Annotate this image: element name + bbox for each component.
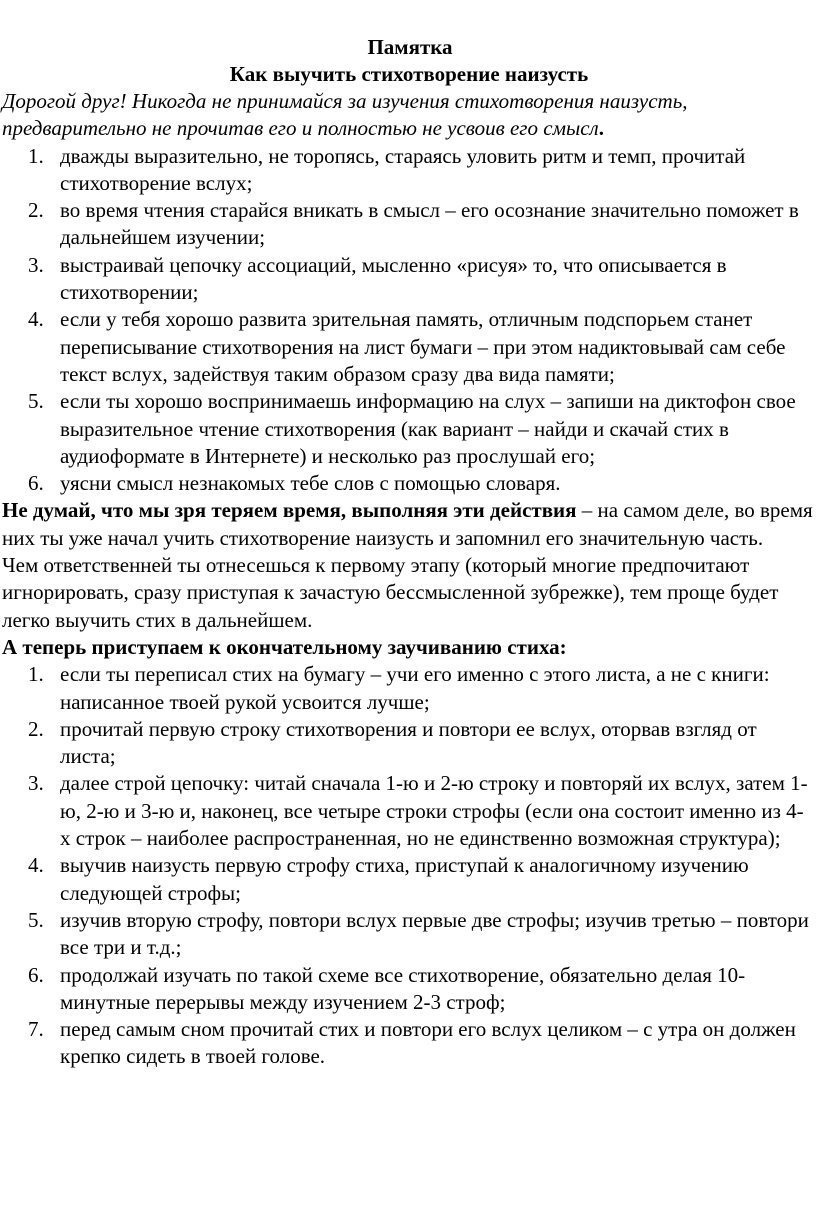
paragraph-rest: – на самом деле, во время них ты уже начал учить стихотворение наизусть и запомнил его значительную часть. (2, 498, 813, 550)
section-heading: А теперь приступаем к окончательному заучиванию стиха: (2, 634, 567, 659)
list-item-text: дважды выразительно, не торопясь, стараясь уловить ритм и темп, прочитай стихотворение вслух; (60, 143, 746, 195)
list-item-text: изучив вторую строфу, повтори вслух первые две строфы; изучив третью – повтори все три и т.д.; (60, 907, 809, 960)
list-item (2, 962, 816, 1017)
list-item (2, 143, 816, 198)
list-item (2, 852, 816, 907)
paragraph-responsibility: Чем ответственней ты отнесешься к первому этапу (который многие предпочитают игнорировать, сразу приступая к зачастую бессмысленной зубрежке), тем проще будет легко выучить стих в дальнейшем. (2, 553, 779, 632)
list-item-number: 3. (28, 252, 44, 277)
list-item (2, 388, 816, 470)
list-item-number: 2. (28, 716, 44, 741)
list-item-text: перед самым сном прочитай стих и повтори его вслух целиком – с утра он должен крепко сидеть в твоей голове. (60, 1017, 796, 1069)
list-item-text: во время чтения старайся вникать в смысл – его осознание значительно поможет в дальнейшем изучении; (60, 198, 799, 250)
list-item-number: 2. (28, 198, 44, 223)
list-item-number: 1. (28, 662, 44, 687)
document-subtitle: Как выучить стихотворение наизусть (229, 62, 589, 86)
list-item-text: выстраивай цепочку ассоциаций, мысленно «рисуя» то, что описывается в стихотворении; (60, 252, 727, 305)
list-item (2, 197, 816, 252)
list-item-text: если ты переписал стих на бумагу – учи его именно с этого листа, а не с книги: написанное твоей рукой усвоится лучше; (60, 662, 770, 714)
list-item-number: 5. (28, 389, 44, 414)
list-item (2, 1016, 816, 1071)
list-item (2, 907, 816, 962)
preparation-list (2, 143, 816, 498)
list-item-number: 5. (28, 907, 44, 932)
paragraph-bold-lead: Не думай, что мы зря теряем время, выполняя эти действия (2, 498, 577, 523)
memorization-list (2, 661, 816, 1070)
list-item-text: далее строй цепочку: читай сначала 1-ю и 2-ю строку и повторяй их вслух, затем 1-ю, 2-ю и 3-ю и, наконец, все четыре строки строфы (если она состоит именно из 4-х строк – наиболее распространенная, но не единственно возможная структура); (60, 771, 808, 851)
list-item-text: продолжай изучать по такой схеме все стихотворение, обязательно делая 10-минутные перерывы между изучением 2-3 строф; (60, 962, 746, 1014)
intro-paragraph (2, 88, 816, 143)
paragraph-dont-think (2, 497, 816, 552)
list-item-text: если ты хорошо воспринимаешь информацию на слух – запиши на диктофон свое выразительное чтение стихотворения (как вариант – найди и скачай стих в аудиоформате в Интернете) и несколько раз прослушай его; (60, 389, 796, 468)
list-item-number: 7. (28, 1017, 44, 1042)
list-item (2, 306, 816, 388)
list-item (2, 770, 816, 852)
intro-end: . (598, 116, 604, 141)
list-item-text: если у тебя хорошо развита зрительная память, отличным подспорьем станет переписывание стихотворения на лист бумаги – при этом надиктовывай сам себе текст вслух, задействуя таким образом сразу два вида памяти; (60, 307, 786, 386)
list-item-number: 1. (28, 143, 44, 168)
list-item-number: 6. (28, 962, 44, 987)
list-item-number: 3. (28, 771, 44, 796)
list-item-text: выучив наизусть первую строфу стиха, приступай к аналогичному изучению следующей строфы; (60, 853, 749, 905)
list-item-text: уясни смысл незнакомых тебе слов с помощью словаря. (60, 471, 561, 496)
list-item (2, 252, 816, 307)
list-item-number: 4. (28, 853, 44, 878)
list-item-number: 4. (28, 307, 44, 332)
document-title: Памятка (367, 35, 453, 59)
list-item-number: 6. (28, 471, 44, 496)
list-item-text: прочитай первую строку стихотворения и повтори ее вслух, оторвав взгляд от листа; (60, 716, 757, 769)
list-item (2, 716, 816, 771)
list-item (2, 470, 816, 497)
intro-text: Дорогой друг! Никогда не принимайся за изучения стихотворения наизусть, предварительно не прочитав его и полностью не усвоив его смысл (2, 89, 688, 141)
list-item (2, 661, 816, 716)
